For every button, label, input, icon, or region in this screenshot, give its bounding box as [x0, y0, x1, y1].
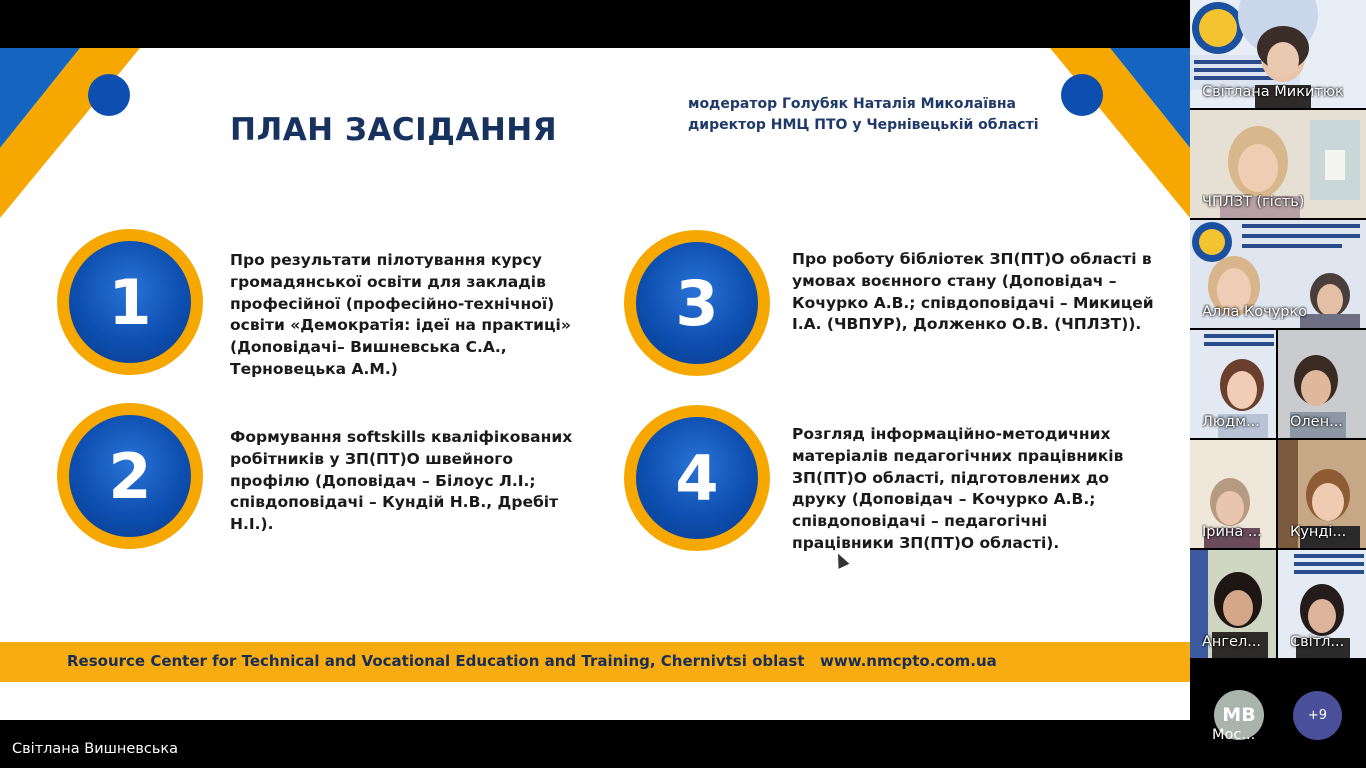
agenda-badge-3 [624, 230, 770, 376]
more-participants-button[interactable]: +9 [1293, 691, 1342, 740]
participant-name: Олен... [1290, 414, 1343, 430]
participant-tile[interactable] [1278, 330, 1366, 438]
participant-name: Світл... [1290, 634, 1345, 650]
moderator-name: модератор Голубяк Наталія Миколаївна [688, 96, 1017, 112]
moderator-position: директор НМЦ ПТО у Чернівецькій області [688, 117, 1039, 133]
corner-decoration-left [0, 48, 150, 228]
agenda-number-3: 3 [636, 242, 758, 364]
shared-presentation-slide [0, 48, 1190, 720]
participant-name: ЧПЛЗТ (гість) [1202, 194, 1305, 210]
agenda-item-1: Про результати пілотування курсу громадянської освіти для закладів професійної (професійно-технічної) освіти «Демократія: ідеї на практиці» (Доповідачі– Вишневська С.А., Терновецька А.М.) [230, 251, 571, 378]
participant-tile[interactable] [1190, 330, 1276, 438]
participant-sidebar [1190, 0, 1366, 768]
participant-tile[interactable] [1190, 220, 1366, 328]
participant-tile[interactable] [1190, 440, 1276, 548]
participant-tile[interactable] [1190, 0, 1366, 108]
slide-title: ПЛАН ЗАСІДАННЯ [230, 112, 558, 148]
agenda-number-4: 4 [636, 417, 758, 539]
participant-name: Кунді... [1290, 524, 1347, 540]
agenda-item-3: Про роботу бібліотек ЗП(ПТ)О області в умовах воєнного стану (Доповідач – Кочурко А.В.; співдоповідачі – Микицей І.А. (ЧВПУР), Долженко О.В. (ЧПЛЗТ)). [792, 250, 1154, 334]
participant-tile[interactable] [1190, 110, 1366, 218]
agenda-item-4: Розгляд інформаційно-методичних матеріалів педагогічних працівників ЗП(ПТ)О області, підготовлених до друку (Доповідач – Кочурко А.В.; співдоповідачі – педагогічні працівники ЗП(ПТ)О області). [792, 425, 1124, 552]
footer-url: www.nmcpto.com.ua [820, 652, 997, 670]
participant-name: Ірина ... [1202, 524, 1262, 540]
participant-name: Ангел... [1202, 634, 1262, 650]
agenda-badge-4 [624, 405, 770, 551]
agenda-badge-1 [57, 229, 203, 375]
moderator-info [688, 94, 1108, 136]
slide-footer [0, 642, 1190, 682]
agenda-number-2: 2 [69, 415, 191, 537]
participant-name: Людм... [1202, 414, 1260, 430]
agenda-badge-2 [57, 403, 203, 549]
participant-avatar-label: Мос... [1212, 727, 1256, 743]
presenter-name: Світлана Вишневська [12, 741, 179, 757]
participant-tile[interactable] [1278, 550, 1366, 658]
participant-tile[interactable] [1190, 550, 1276, 658]
footer-organization: Resource Center for Technical and Vocational Education and Training, Chernivtsi oblast [67, 652, 805, 670]
participant-name: Світлана Микитюк [1202, 84, 1344, 100]
participant-avatar[interactable]: MB [1214, 690, 1264, 740]
agenda-item-2: Формування softskills кваліфікованих робітників у ЗП(ПТ)О швейного профілю (Доповідач – Білоус Л.І.; співдоповідачі – Кундій Н.В., Дребіт Н.І.). [230, 428, 573, 534]
participant-name: Алла Кочурко [1202, 304, 1308, 320]
corner-decoration-right [1040, 48, 1190, 228]
agenda-number-1: 1 [69, 241, 191, 363]
participant-tile[interactable] [1278, 440, 1366, 548]
